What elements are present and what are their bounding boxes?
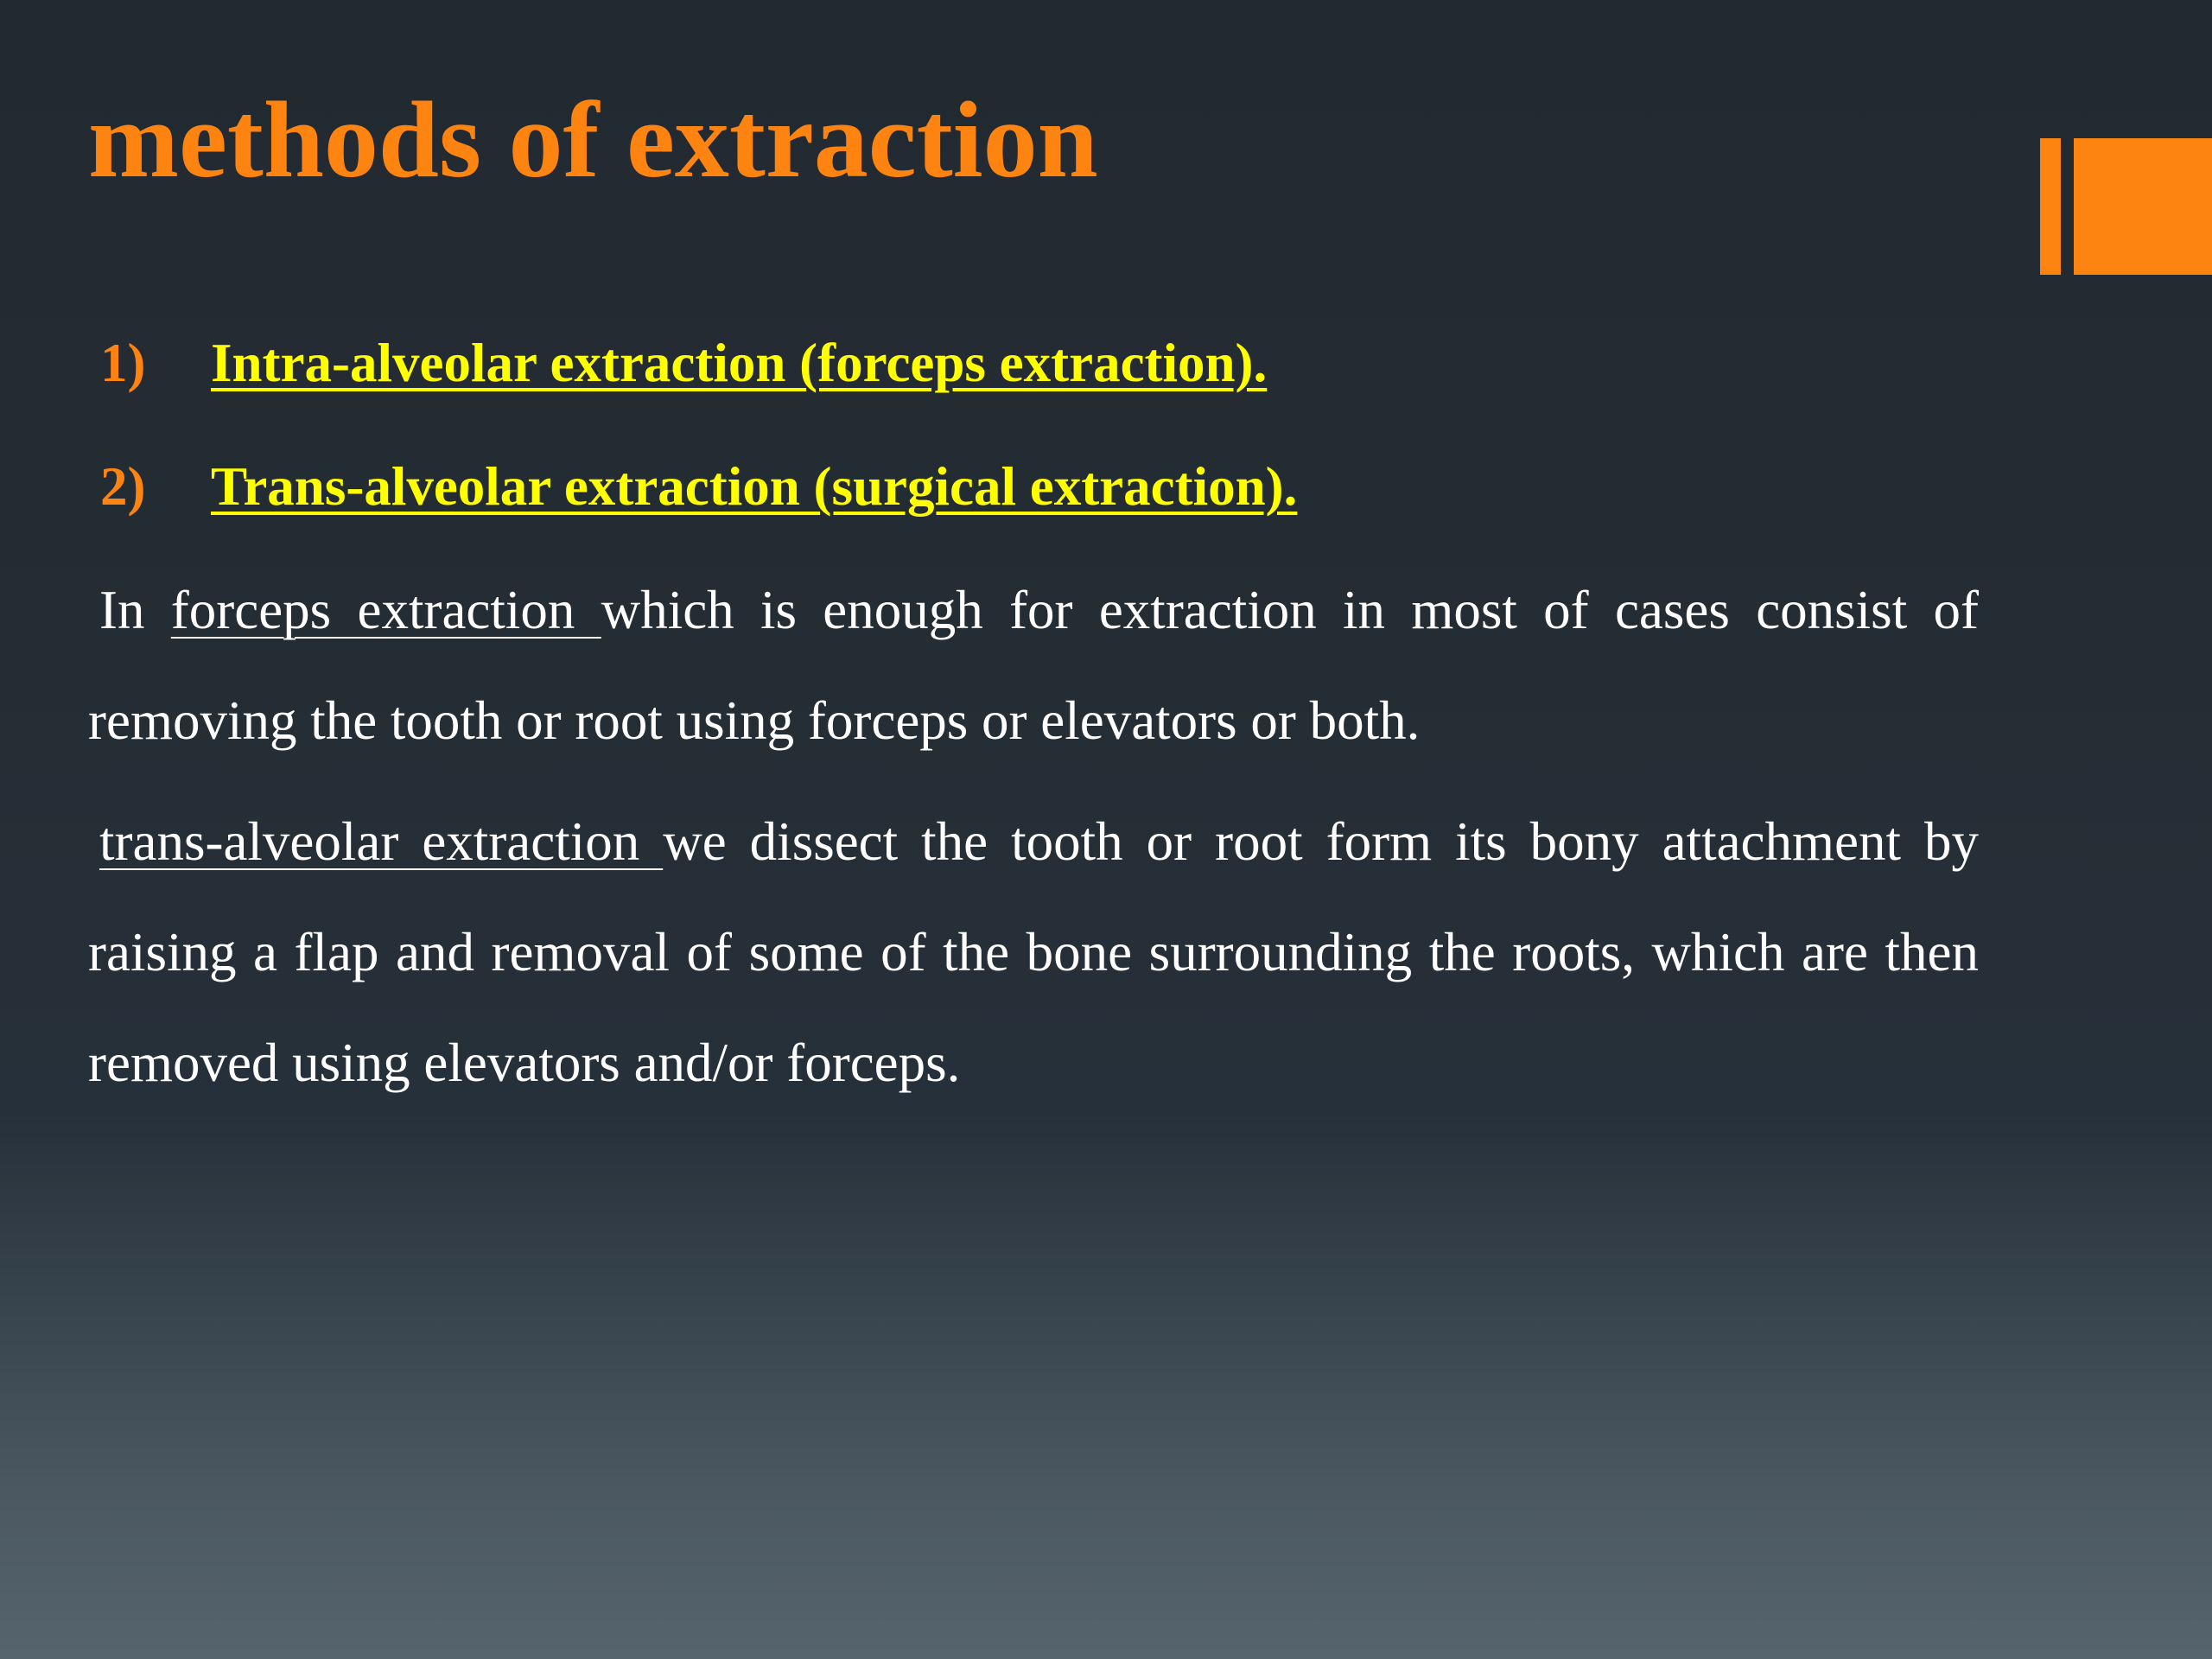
term-forceps-extraction: forceps extraction (170, 580, 601, 640)
list-number: 1) (100, 333, 146, 393)
accent-bar-block (2074, 138, 2212, 275)
accent-bar-thin (2040, 138, 2061, 275)
paragraph-forceps-extraction (88, 555, 1979, 776)
slide-title: methods of extraction (88, 80, 1098, 200)
list-number: 2) (100, 456, 146, 517)
paragraph-body: we dissect the tooth or root form its bony attachment by raising a flap and removal of some of the bone surrounding the roots, which are then removed using elevators and/or forceps. (88, 811, 1979, 1093)
paragraph-trans-alveolar-extraction (88, 786, 1979, 1118)
paragraph-lead: In (99, 580, 171, 640)
term-trans-alveolar-extraction: trans-alveolar extraction (99, 811, 664, 872)
paragraph-body: which is enough for extraction in most of cases consist of removing the tooth or root using forceps or elevators or both. (88, 580, 1979, 751)
list-item-text: Intra-alveolar extraction (forceps extraction). (211, 333, 1268, 393)
list-item-text: Trans-alveolar extraction (surgical extraction). (211, 456, 1298, 517)
